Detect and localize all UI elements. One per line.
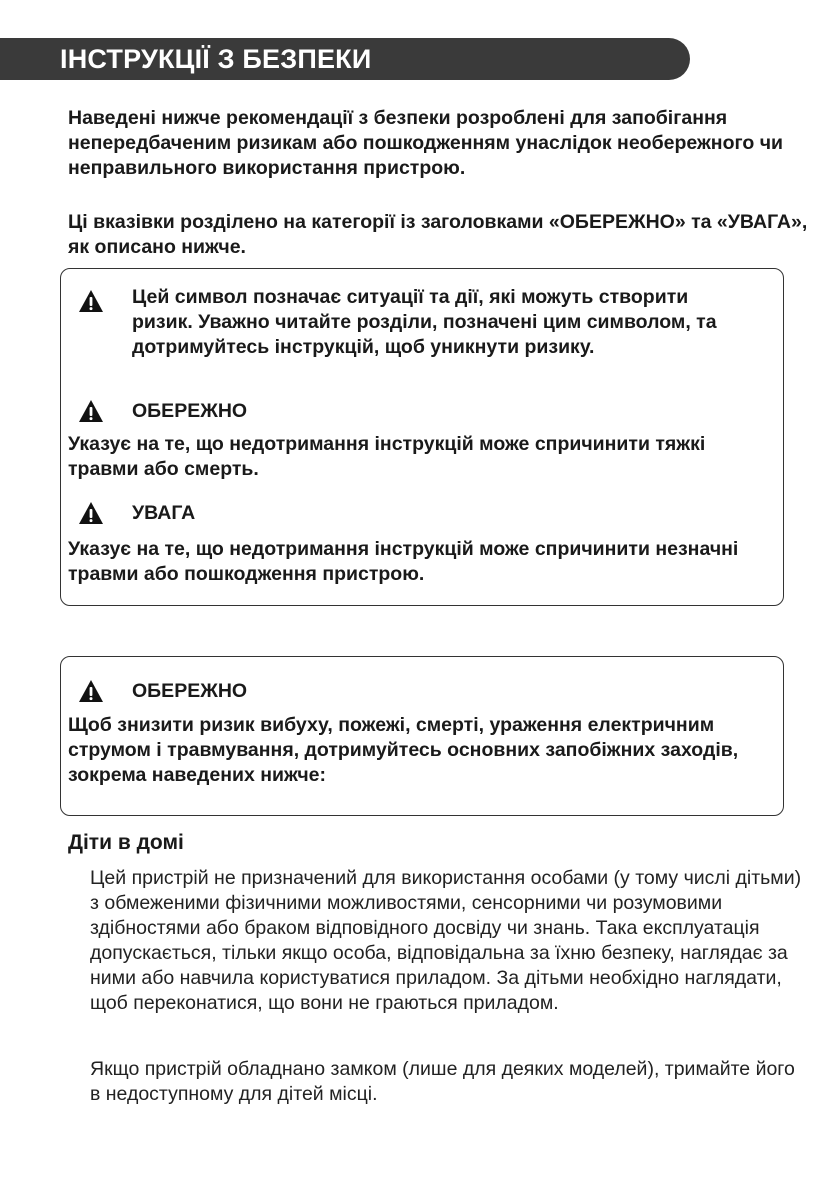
warning-triangle-icon (78, 399, 104, 423)
warning-triangle-icon (78, 679, 104, 703)
page-title: ІНСТРУКЦІЇ З БЕЗПЕКИ (60, 44, 372, 74)
safety-legend-box (60, 268, 784, 606)
caution-label: УВАГА (132, 502, 196, 524)
warning-box-label: ОБЕРЕЖНО (132, 680, 248, 702)
warning-triangle-icon (78, 289, 104, 313)
warning-triangle-icon (78, 501, 104, 525)
intro-paragraph: Наведені нижче рекомендації з безпеки розроблені для запобігання непередбаченим ризикам або пошкодженням унаслідок необережного чи неправильного використання пристрою. (68, 107, 783, 179)
section-heading-children: Діти в домі (68, 831, 184, 854)
categories-paragraph: Ці вказівки розділено на категорії із заголовками «ОБЕРЕЖНО» та «УВАГА», як описано нижче. (68, 211, 808, 258)
warning-box (60, 656, 784, 816)
warning-description: Указує на те, що недотримання інструкцій може спричинити тяжкі травми або смерть. (68, 433, 706, 480)
lock-paragraph: Якщо пристрій обладнано замком (лише для деяких моделей), тримайте його в недоступному для дітей місці. (90, 1058, 795, 1105)
warning-label: ОБЕРЕЖНО (132, 400, 248, 422)
warning-box-text: Щоб знизити ризик вибуху, пожежі, смерті, ураження електричним струмом і травмування, дотримуйтесь основних запобіжних заходів, зокрема наведених нижче: (68, 714, 739, 786)
header-bar (0, 38, 690, 80)
symbol-description: Цей символ позначає ситуації та дії, які можуть створити ризик. Уважно читайте розділи, позначені цим символом, та дотримуйтесь інструкцій, щоб уникнути ризику. (132, 286, 717, 358)
caution-description: Указує на те, що недотримання інструкцій може спричинити незначні травми або пошкодження пристрою. (68, 538, 739, 585)
children-paragraph: Цей пристрій не призначений для використання особами (у тому числі дітьми) з обмеженими фізичними можливостями, сенсорними чи розумовими здібностями або браком відповідного досвіду чи знань. Така експлуатація допускається, тільки якщо особа, відповідальна за їхню безпеку, наглядає за ними або навчила користуватися приладом. За дітьми необхідно наглядати, щоб переконатися, що вони не граються приладом. (90, 867, 802, 1014)
